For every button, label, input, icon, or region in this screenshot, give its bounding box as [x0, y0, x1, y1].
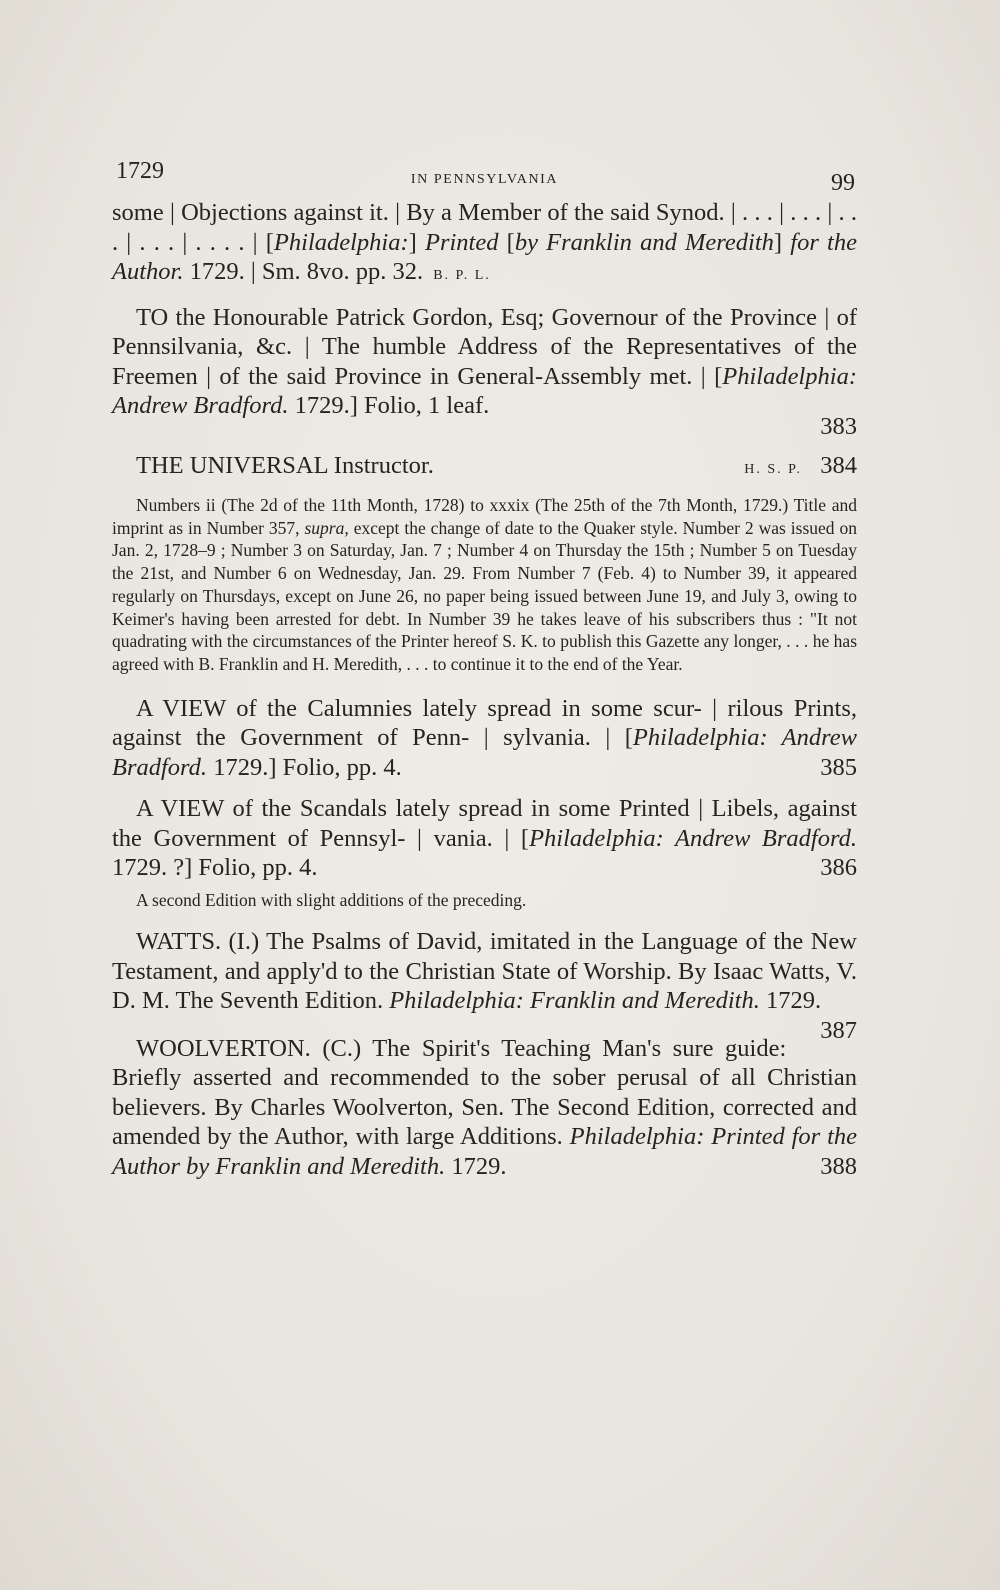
entry-388: [112, 1034, 857, 1182]
entry-386: [112, 794, 857, 883]
entry-text: [112, 304, 857, 420]
text-block: [112, 158, 857, 1193]
entry-continuation: [112, 198, 857, 291]
entry-text: [112, 695, 857, 781]
entry-387: [112, 927, 857, 1044]
entry-number: 386: [820, 854, 857, 882]
entry-385: [112, 694, 857, 783]
entry-text: [136, 452, 434, 479]
text-segment: WOOLVERTON. (C.) The Spirit's Teaching Man's sure guide: Briefly asserted and recommended to the sober perusal of all Christian believers. By Charles Woolverton, Sen. The Second Edition, corrected and amended by the Author, with large Additions.: [112, 1034, 857, 1151]
italic-segment: Philadelphia: Printed for the Author by Franklin and Meredith.: [112, 1123, 857, 1180]
text-segment: some | Objections against it. | By a Member of the said Synod. | . . . | . . . | . . . | . . . | . . . . | [: [112, 199, 857, 256]
italic-segment: Printed: [425, 228, 499, 256]
text-segment: 1729.] Folio, pp. 4.: [207, 753, 402, 781]
running-head-year: 1729: [116, 158, 164, 184]
text-segment: 1729.] Folio, 1 leaf.: [288, 392, 490, 419]
entry-384: [112, 451, 857, 481]
italic-segment: by Franklin and Meredith: [514, 228, 774, 256]
text-segment: TO the Honourable Patrick Gordon, Esq; Governour of the Province | of Pennsilvania, &c. | The humble Address of the Representatives of the Freemen | of the said Province in General-Assembly met. | [: [112, 303, 857, 390]
text-segment: 1729.: [445, 1152, 507, 1180]
entry-383: [112, 303, 857, 439]
library-code: B. P. L.: [433, 268, 491, 283]
text-segment: WATTS. (I.) The Psalms of David, imitated in the Language of the New Testament, and apply'd to the Christian State of Worship. By Isaac Watts, V. D. M. The Seventh Edition.: [112, 928, 857, 1015]
running-head: [112, 158, 857, 198]
text-segment: THE UNIVERSAL Instructor.: [136, 451, 434, 479]
entry-number: 388: [820, 1152, 857, 1180]
italic-segment: Philadelphia: Andrew Bradford.: [112, 724, 857, 781]
text-segment: ]: [773, 228, 791, 256]
text-segment: Numbers ii (The 2d of the 11th Month, 1728) to xxxix (The 25th of the 7th Month, 1729.) Title and imprint as in Number 357,: [112, 495, 857, 538]
italic-segment: Philadelphia: Franklin and Meredith.: [389, 987, 760, 1015]
entry-number: 387: [820, 1016, 857, 1044]
text-segment: ]: [408, 228, 425, 256]
library-code: H. S. P.: [744, 461, 802, 477]
entry-number: 384: [820, 451, 857, 479]
text-segment: A VIEW of the Calumnies lately spread in some scur- | rilous Prints, against the Government of Penn- | sylvania. | [: [112, 694, 857, 752]
running-head-title: IN PENNSYLVANIA: [410, 172, 559, 187]
text-segment: [: [498, 228, 515, 256]
italic-segment: Philadelphia:: [273, 228, 409, 256]
page-number: 99: [831, 170, 855, 196]
entry-number: 385: [820, 753, 857, 781]
note-384: [112, 494, 857, 676]
text-segment: except the change of date to the Quaker style. Number 2 was issued on Jan. 2, 1728–9 ; Number 3 on Saturday, Jan. 7 ; Number 4 on Thursday the 15th ; Number 5 on Tuesday the 21st, and Number 6 on Wednesday, Jan. 29. From Number 7 (Feb. 4) to Number 39, it appeared regularly on Thursdays, except on June 26, no paper being issued between June 19, and July 3, owing to Keimer's having been arrested for debt. In Number 39 he takes leave of his subscribers thus : "It not quadrating with the circumstances of the Printer hereof S. K. to publish this Gazette any longer, . . . he has agreed with B. Franklin and H. Meredith, . . . to continue it to the end of the Year.: [112, 517, 857, 674]
italic-segment: Philadelphia: Andrew Bradford.: [112, 362, 857, 419]
italic-segment: supra,: [304, 517, 349, 538]
entry-text: [112, 928, 857, 1014]
text-segment: A VIEW of the Scandals lately spread in some Printed | Libels, against the Government of Pennsyl- | vania. | [: [112, 795, 857, 852]
entry-text: [112, 795, 857, 881]
text-segment: 1729. | Sm. 8vo. pp. 32.: [183, 258, 424, 285]
entry-number: 383: [820, 412, 857, 440]
entry-text: [112, 1035, 857, 1180]
italic-segment: for the Author.: [112, 228, 857, 285]
text-segment: 1729. ?] Folio, pp. 4.: [112, 854, 318, 882]
note-386: A second Edition with slight additions of the preceding.: [136, 889, 527, 910]
italic-segment: Philadelphia: Andrew Bradford.: [529, 824, 857, 852]
text-segment: 1729.: [759, 987, 822, 1015]
